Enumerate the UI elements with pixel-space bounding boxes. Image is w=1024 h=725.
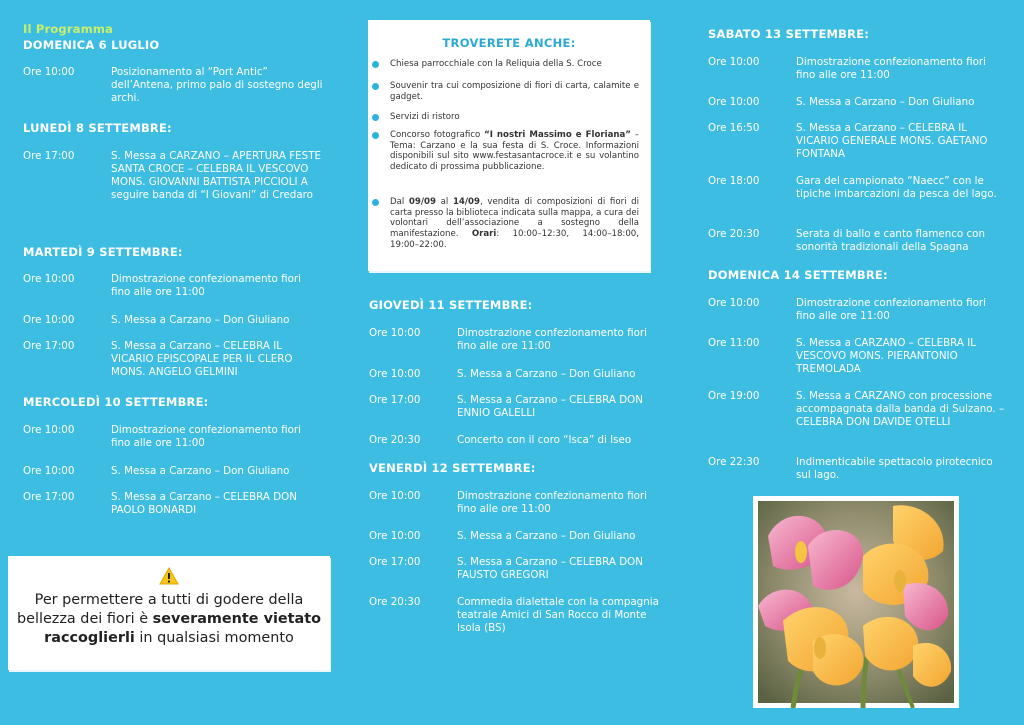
event-time: Ore 20:30 [369, 434, 421, 446]
event-time: Ore 10:00 [369, 530, 421, 542]
event-time: Ore 17:00 [23, 340, 75, 352]
event-time: Ore 10:00 [23, 66, 75, 78]
event-time: Ore 17:00 [23, 491, 75, 503]
event-description: Dimostrazione confezionamento fiori fino alle ore 11:00 [111, 273, 301, 298]
program-label: Il Programma [23, 22, 114, 36]
troverete-item-text: Servizi di ristoro [390, 112, 460, 122]
troverete-item-text: Chiesa parrocchiale con la Reliquia della S. Croce [390, 59, 602, 69]
troverete-item-text: Souvenir tra cui composizione di fiori di carta, calamite e gadget. [390, 81, 639, 102]
event-time: Ore 18:00 [708, 175, 760, 187]
event-description: Posizionamento al “Port Antic” dell’Antena, primo palo di sostegno degli archi. [111, 66, 323, 104]
event-time: Ore 10:00 [23, 465, 75, 477]
event-description: Indimenticabile spettacolo pirotecnico sul lago. [796, 456, 993, 481]
event-description: S. Messa a Carzano – Don Giuliano [111, 465, 290, 477]
event-description: Dimostrazione confezionamento fiori fino alle ore 11:00 [796, 297, 986, 322]
day-header: VENERDÌ 12 SETTEMBRE: [369, 461, 536, 475]
day-header: DOMENICA 6 LUGLIO [23, 38, 160, 52]
event-time: Ore 10:00 [708, 297, 760, 309]
troverete-item-text: : 10:00–12:30, 14:00–18:00, 19:00–22:00. [390, 229, 639, 250]
troverete-item-text: – Tema: Carzano e la sua festa di S. Croce. Informazioni disponibili sul sito www.festasantacroce.it e su volantino dedicato di prossima pubblicazione. [390, 130, 640, 173]
event-time: Ore 19:00 [708, 390, 760, 402]
event-description: Commedia dialettale con la compagnia teatrale Amici di San Rocco di Monte Isola (BS) [457, 596, 659, 634]
troverete-item-text: Concorso fotografico [390, 130, 485, 140]
event-time: Ore 10:00 [708, 56, 760, 68]
event-time: Ore 10:00 [23, 314, 75, 326]
bullet-icon [372, 83, 379, 90]
warning-text-part: in qualsiasi momento [134, 630, 294, 646]
event-description: Serata di ballo e canto flamenco con sonorità tradizionali della Spagna [796, 228, 985, 253]
bullet-icon [372, 199, 379, 206]
event-time: Ore 17:00 [369, 394, 421, 406]
event-description: Dimostrazione confezionamento fiori fino alle ore 11:00 [457, 490, 647, 515]
event-description: S. Messa a Carzano – Don Giuliano [796, 96, 975, 108]
warning-text-part: Per permettere a tutti di godere della bellezza dei fiori è [16, 592, 304, 627]
day-header: SABATO 13 SETTEMBRE: [708, 27, 870, 41]
event-time: Ore 20:30 [708, 228, 760, 240]
event-time: Ore 17:00 [23, 150, 75, 162]
event-time: Ore 11:00 [708, 337, 760, 349]
troverete-box [370, 22, 648, 269]
warning-icon [159, 567, 179, 585]
troverete-item [390, 112, 639, 123]
event-time: Ore 10:00 [23, 424, 75, 436]
day-header: MARTEDÌ 9 SETTEMBRE: [23, 245, 183, 259]
event-description: S. Messa a CARZANO – APERTURA FESTE SANTA CROCE – CELEBRA IL VESCOVO MONS. GIOVANNI BATTISTA PICCIOLI A seguire banda di “I Giovani” di Credaro [111, 150, 321, 201]
event-time: Ore 20:30 [369, 596, 421, 608]
bullet-icon [372, 132, 379, 139]
troverete-item-text: , vendita di composizioni di fiori di carta presso la biblioteca indicata sulla mappa, a cura dei volontari dell’associazione a sostegno della manifestazione. [390, 197, 639, 240]
day-header: MERCOLEDÌ 10 SETTEMBRE: [23, 395, 209, 409]
event-time: Ore 17:00 [369, 556, 421, 568]
event-description: Concerto con il coro “Isca” di Iseo [457, 434, 632, 446]
event-description: Gara del campionato “Naecc” con le tipiche imbarcazioni da pesca del lago. [796, 175, 997, 200]
day-header: GIOVEDÌ 11 SETTEMBRE: [369, 298, 533, 312]
event-description: S. Messa a Carzano – CELEBRA DON FAUSTO GREGORI [457, 556, 643, 581]
event-description: Dimostrazione confezionamento fiori fino alle ore 11:00 [457, 327, 647, 352]
troverete-item-text: “I nostri Massimo e Floriana” [484, 130, 631, 140]
warning-text [16, 591, 322, 648]
event-description: S. Messa a CARZANO con processione accompagnata dalla banda di Sulzano. – CELEBRA DON DAVIDE OTELLI [796, 390, 1005, 428]
event-description: S. Messa a Carzano – CELEBRA IL VICARIO EPISCOPALE PER IL CLERO MONS. ANGELO GELMINI [111, 340, 293, 378]
event-description: S. Messa a Carzano – CELEBRA DON ENNIO GALELLI [457, 394, 643, 419]
troverete-item-text: Orari [471, 229, 497, 240]
event-description: S. Messa a Carzano – Don Giuliano [457, 368, 636, 380]
day-header: DOMENICA 14 SETTEMBRE: [708, 268, 888, 282]
event-time: Ore 10:00 [369, 368, 421, 380]
event-time: Ore 22:30 [708, 456, 760, 468]
day-header: LUNEDÌ 8 SETTEMBRE: [23, 121, 172, 135]
event-time: Ore 10:00 [369, 490, 421, 502]
event-description: S. Messa a CARZANO – CELEBRA IL VESCOVO MONS. PIERANTONIO TREMOLADA [796, 337, 977, 375]
calla-flowers-image [753, 496, 959, 708]
troverete-title: TROVERETE ANCHE: [442, 36, 576, 50]
troverete-item-text: 14/09 [452, 197, 481, 207]
event-description: Dimostrazione confezionamento fiori fino alle ore 11:00 [796, 56, 986, 81]
troverete-item [390, 81, 639, 102]
troverete-item-text: 09/09 [408, 197, 436, 207]
warning-text-part: severamente vietato raccoglierli [44, 611, 322, 646]
warning-box [10, 558, 328, 668]
event-description: S. Messa a Carzano – CELEBRA IL VICARIO GENERALE MONS. GAETANO FONTANA [796, 122, 988, 160]
event-time: Ore 10:00 [369, 327, 421, 339]
event-time: Ore 10:00 [708, 96, 760, 108]
troverete-item [390, 59, 639, 70]
event-description: S. Messa a Carzano – Don Giuliano [457, 530, 636, 542]
event-description: Dimostrazione confezionamento fiori fino alle ore 11:00 [111, 424, 301, 449]
troverete-item-text: al [435, 197, 453, 207]
troverete-item [390, 197, 639, 251]
bullet-icon [372, 114, 379, 121]
event-time: Ore 16:50 [708, 122, 760, 134]
event-time: Ore 10:00 [23, 273, 75, 285]
event-description: S. Messa a Carzano – Don Giuliano [111, 314, 290, 326]
troverete-item [390, 130, 639, 173]
troverete-item-text: Dal [390, 197, 409, 207]
bullet-icon [372, 61, 379, 68]
event-description: S. Messa a Carzano – CELEBRA DON PAOLO BONARDI [111, 491, 297, 516]
